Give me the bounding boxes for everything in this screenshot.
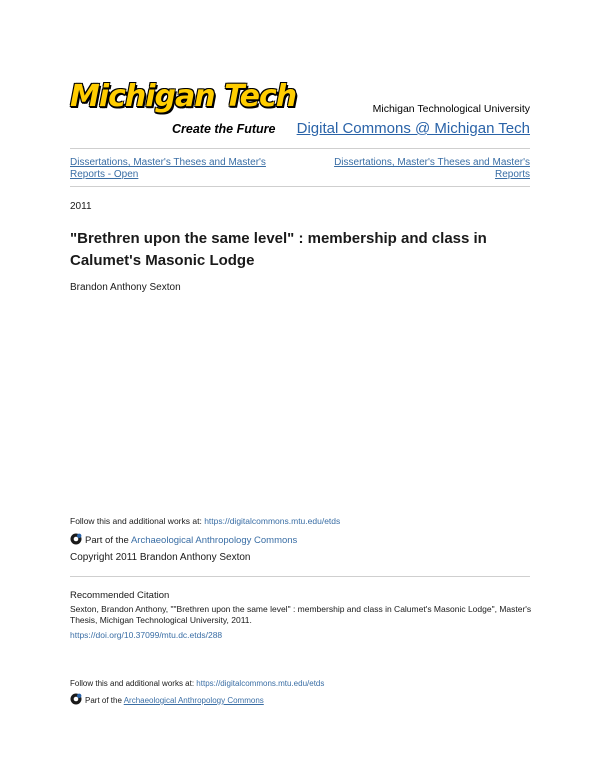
part-of-line — [70, 533, 297, 546]
document-title: "Brethren upon the same level" : membership and class in Calumet's Masonic Lodge — [70, 230, 487, 269]
follow-url-link[interactable]: https://digitalcommons.mtu.edu/etds — [204, 516, 341, 526]
network-icon — [70, 693, 82, 705]
footer-follow-line — [70, 679, 324, 688]
author-name: Brandon Anthony Sexton — [70, 282, 181, 293]
publication-year: 2011 — [70, 201, 92, 212]
repository-link[interactable]: Digital Commons @ Michigan Tech — [296, 120, 530, 137]
divider — [70, 576, 530, 577]
footer-commons-link[interactable]: Archaeological Anthropology Commons — [123, 696, 264, 705]
divider — [70, 186, 530, 187]
follow-prefix: Follow this and additional works at: — [70, 516, 205, 526]
footer-follow-url-link[interactable]: https://digitalcommons.mtu.edu/etds — [196, 679, 325, 688]
footer-follow-prefix: Follow this and additional works at: — [70, 679, 197, 688]
footer-part-prefix: Part of the — [85, 696, 124, 705]
doi-link[interactable]: https://doi.org/10.37099/mtu.dc.etds/288 — [70, 630, 223, 640]
collection-link-open[interactable]: Dissertations, Master's Theses and Master's Reports - Open — [70, 157, 266, 180]
university-name: Michigan Technological University — [372, 103, 530, 115]
copyright-notice: Copyright 2011 Brandon Anthony Sexton — [70, 552, 251, 563]
network-icon — [70, 533, 82, 545]
collection-link[interactable]: Dissertations, Master's Theses and Master's Reports — [334, 157, 530, 180]
divider — [70, 148, 530, 149]
michigan-tech-logo: Michigan Tech — [70, 79, 297, 114]
footer-part-of-line — [70, 693, 264, 705]
citation-heading: Recommended Citation — [70, 590, 170, 601]
commons-link[interactable]: Archaeological Anthropology Commons — [130, 535, 298, 546]
logo-tagline: Create the Future — [172, 122, 276, 136]
part-of-prefix: Part of the — [85, 535, 131, 546]
citation-text: Sexton, Brandon Anthony, ""Brethren upon the same level" : membership and class in Calumet's Masonic Lodge", Master's Thesis, Michigan Technological University, 2011. — [70, 604, 532, 625]
follow-line — [70, 516, 340, 526]
